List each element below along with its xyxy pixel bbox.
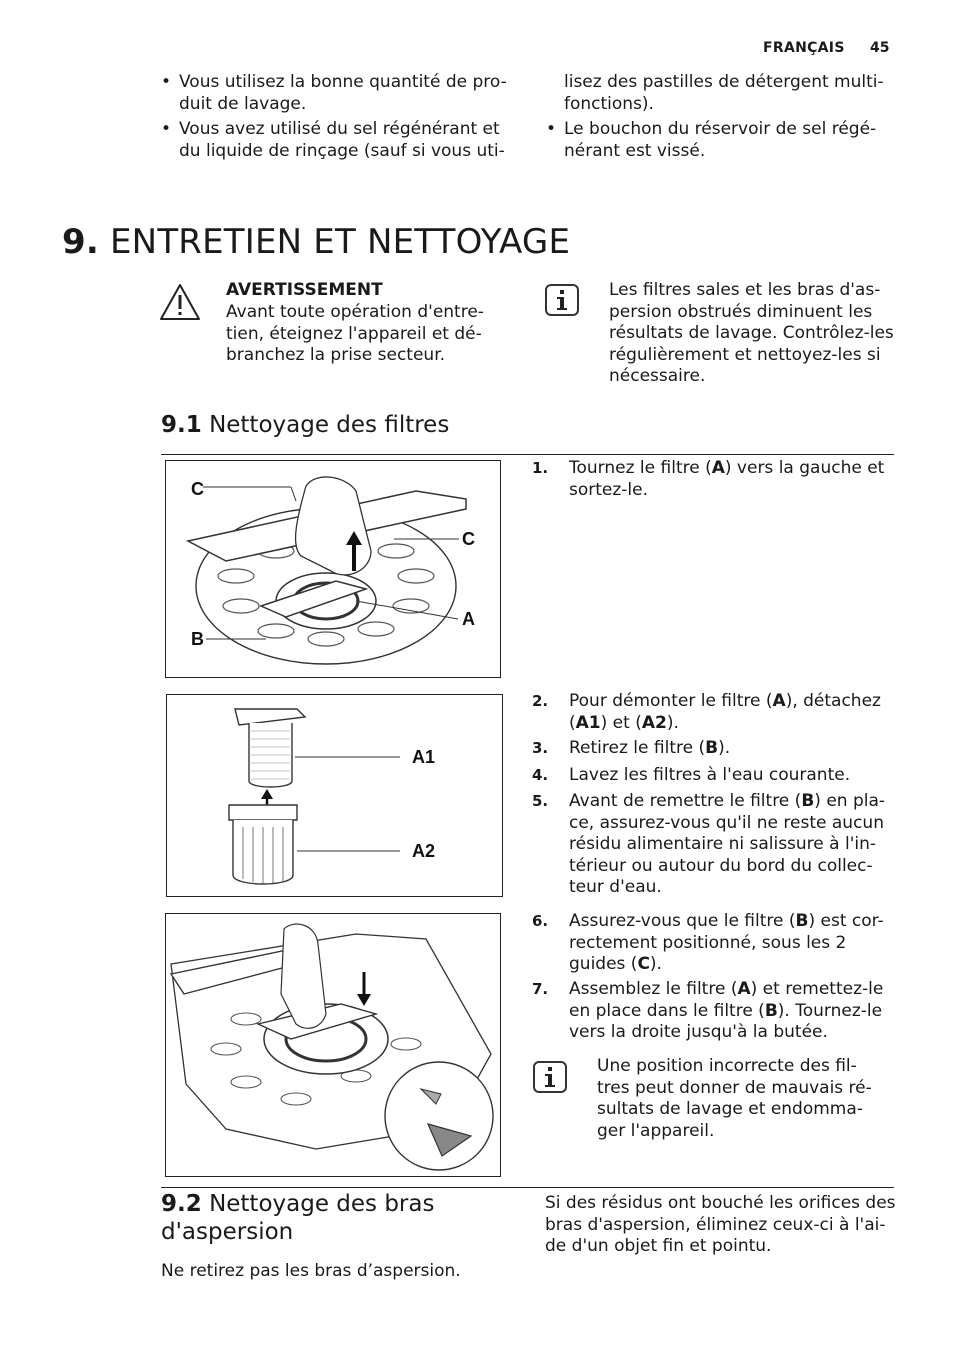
section-divider [161, 454, 894, 455]
step-number: 2. [532, 692, 549, 710]
step-item [532, 765, 892, 787]
step-text-part: ). [666, 712, 679, 733]
fig1-label-b: B [191, 629, 204, 649]
step-text-part: Tournez le filtre ( [569, 458, 712, 478]
list-item [546, 119, 891, 162]
subsection-title-text: Nettoyage des filtres [209, 412, 450, 438]
step-ref-label: B [764, 1000, 778, 1021]
subsection-title-spray-arms [161, 1190, 491, 1246]
list-item [161, 119, 516, 162]
list-item-text: Vous utilisez la bonne quantité de pro- duit de lavage. [179, 72, 507, 114]
figure-filter-disassembly [166, 694, 503, 897]
step-ref-label: A1 [575, 712, 601, 733]
step-text-part: Retirez le filtre ( [569, 738, 706, 758]
step-number: 5. [532, 792, 549, 810]
step-text-part: ) est cor- rectement positionné, sous les 2 guides ( [569, 911, 884, 974]
step-item [532, 691, 892, 734]
section-divider [161, 1187, 894, 1188]
step-text-part: Assemblez le filtre ( [569, 979, 738, 999]
steps-group-2 [532, 691, 894, 901]
step-text [569, 738, 892, 760]
subsection-number: 9.1 [161, 412, 202, 438]
info-icon [533, 1061, 567, 1093]
spray-arms-note: Ne retirez pas les bras d’aspersion. [161, 1261, 461, 1281]
intro-bullets-left [161, 72, 516, 162]
page-header-language: FRANÇAIS [763, 40, 845, 56]
intro-continuation: lisez des pastilles de détergent multi- fonctions). [564, 72, 884, 114]
step-number: 3. [532, 739, 549, 757]
figure-filter-reinstall [165, 913, 501, 1177]
section-title-text: ENTRETIEN ET NETTOYAGE [110, 222, 571, 262]
step-ref-label: B [705, 738, 719, 758]
step-text: Lavez les filtres à l'eau courante. [569, 765, 851, 785]
step-ref-label: A [737, 979, 751, 999]
step-text-part: ) et remettez-le en place dans le filtre ( [569, 979, 884, 1021]
step-text [569, 458, 892, 501]
step-text-part: Assurez-vous que le filtre ( [569, 911, 796, 931]
section-number: 9. [62, 222, 99, 262]
fig2-label-a2: A2 [412, 841, 436, 861]
step-item [532, 738, 892, 760]
step-number: 6. [532, 912, 549, 930]
warning-triangle-icon [159, 282, 201, 322]
list-item-text: Le bouchon du réservoir de sel régé- nérant est vissé. [564, 119, 877, 161]
step-ref-label: B [801, 791, 815, 811]
step-text-part: ). [718, 738, 731, 758]
steps-group-1 [532, 458, 894, 518]
step-ref-label: C [637, 954, 650, 974]
fig1-label-c2: C [462, 529, 475, 549]
spray-arms-instructions: Si des résidus ont bouché les orifices des bras d'aspersion, éliminez ceux-ci à l'ai- de d'un objet fin et pointu. [545, 1193, 896, 1256]
step-text [569, 911, 892, 976]
fig1-label-a: A [462, 609, 475, 629]
step-ref-label: B [795, 911, 809, 931]
filter-removal-illustration [166, 461, 500, 677]
step-text-part: ), détachez ( [569, 691, 881, 733]
step-text-part: ) vers la gauche et sortez-le. [569, 458, 885, 500]
step-ref-label: A [772, 691, 786, 711]
step-text-part: ). Tournez-le vers la droite jusqu'à la butée. [569, 1000, 883, 1042]
page-number: 45 [870, 40, 890, 56]
step-text [569, 979, 892, 1044]
subsection-title-filters [161, 411, 449, 439]
list-item [161, 72, 516, 115]
info-icon [545, 284, 579, 316]
step-text [569, 691, 892, 734]
step-ref-label: A2 [641, 712, 667, 733]
subsection-number: 9.2 [161, 1191, 202, 1217]
step-text-part: ). [649, 954, 662, 974]
step-item [532, 979, 892, 1044]
step-number: 1. [532, 459, 549, 477]
step-text-part: ) en pla- ce, assurez-vous qu'il ne reste aucun résidu alimentaire ni salissure à l'in- térieur ou autour du bord du collec- teur d'eau. [569, 791, 886, 897]
filter-reinstall-illustration [166, 914, 500, 1176]
fig2-label-a1: A1 [412, 747, 436, 767]
steps-group-3 [532, 911, 894, 1051]
figure-filter-removal [165, 460, 501, 678]
step-item [532, 791, 892, 899]
info-text-filters: Les filtres sales et les bras d'as- persion obstrués diminuent les résultats de lavage. Contrôlez-les régulièrement et nettoyez-les si nécessaire. [609, 280, 894, 386]
step-number: 7. [532, 980, 549, 998]
info-text-position: Une position incorrecte des fil- tres peut donner de mauvais ré- sultats de lavage et endomma- ger l'appareil. [597, 1056, 872, 1141]
step-text-part: Avant de remettre le filtre ( [569, 791, 802, 811]
list-item-text: Vous avez utilisé du sel régénérant et du liquide de rinçage (sauf si vous uti- [179, 119, 505, 161]
step-number: 4. [532, 766, 549, 784]
warning-text: Avant toute opération d'entre- tien, éteignez l'appareil et dé- branchez la prise secteur. [226, 302, 484, 365]
fig1-label-c1: C [191, 479, 204, 499]
step-item [532, 458, 892, 501]
section-title [62, 222, 570, 262]
step-item [532, 911, 892, 976]
step-ref-label: A [711, 458, 725, 478]
step-text-part: Pour démonter le filtre ( [569, 691, 773, 711]
intro-bullets-right [546, 119, 891, 162]
subsection-title-text: Nettoyage des bras d'aspersion [161, 1191, 435, 1245]
step-text [569, 791, 892, 899]
filter-parts-illustration [167, 695, 502, 896]
step-text-part: ) et ( [600, 712, 642, 733]
warning-title: AVERTISSEMENT [226, 280, 383, 300]
